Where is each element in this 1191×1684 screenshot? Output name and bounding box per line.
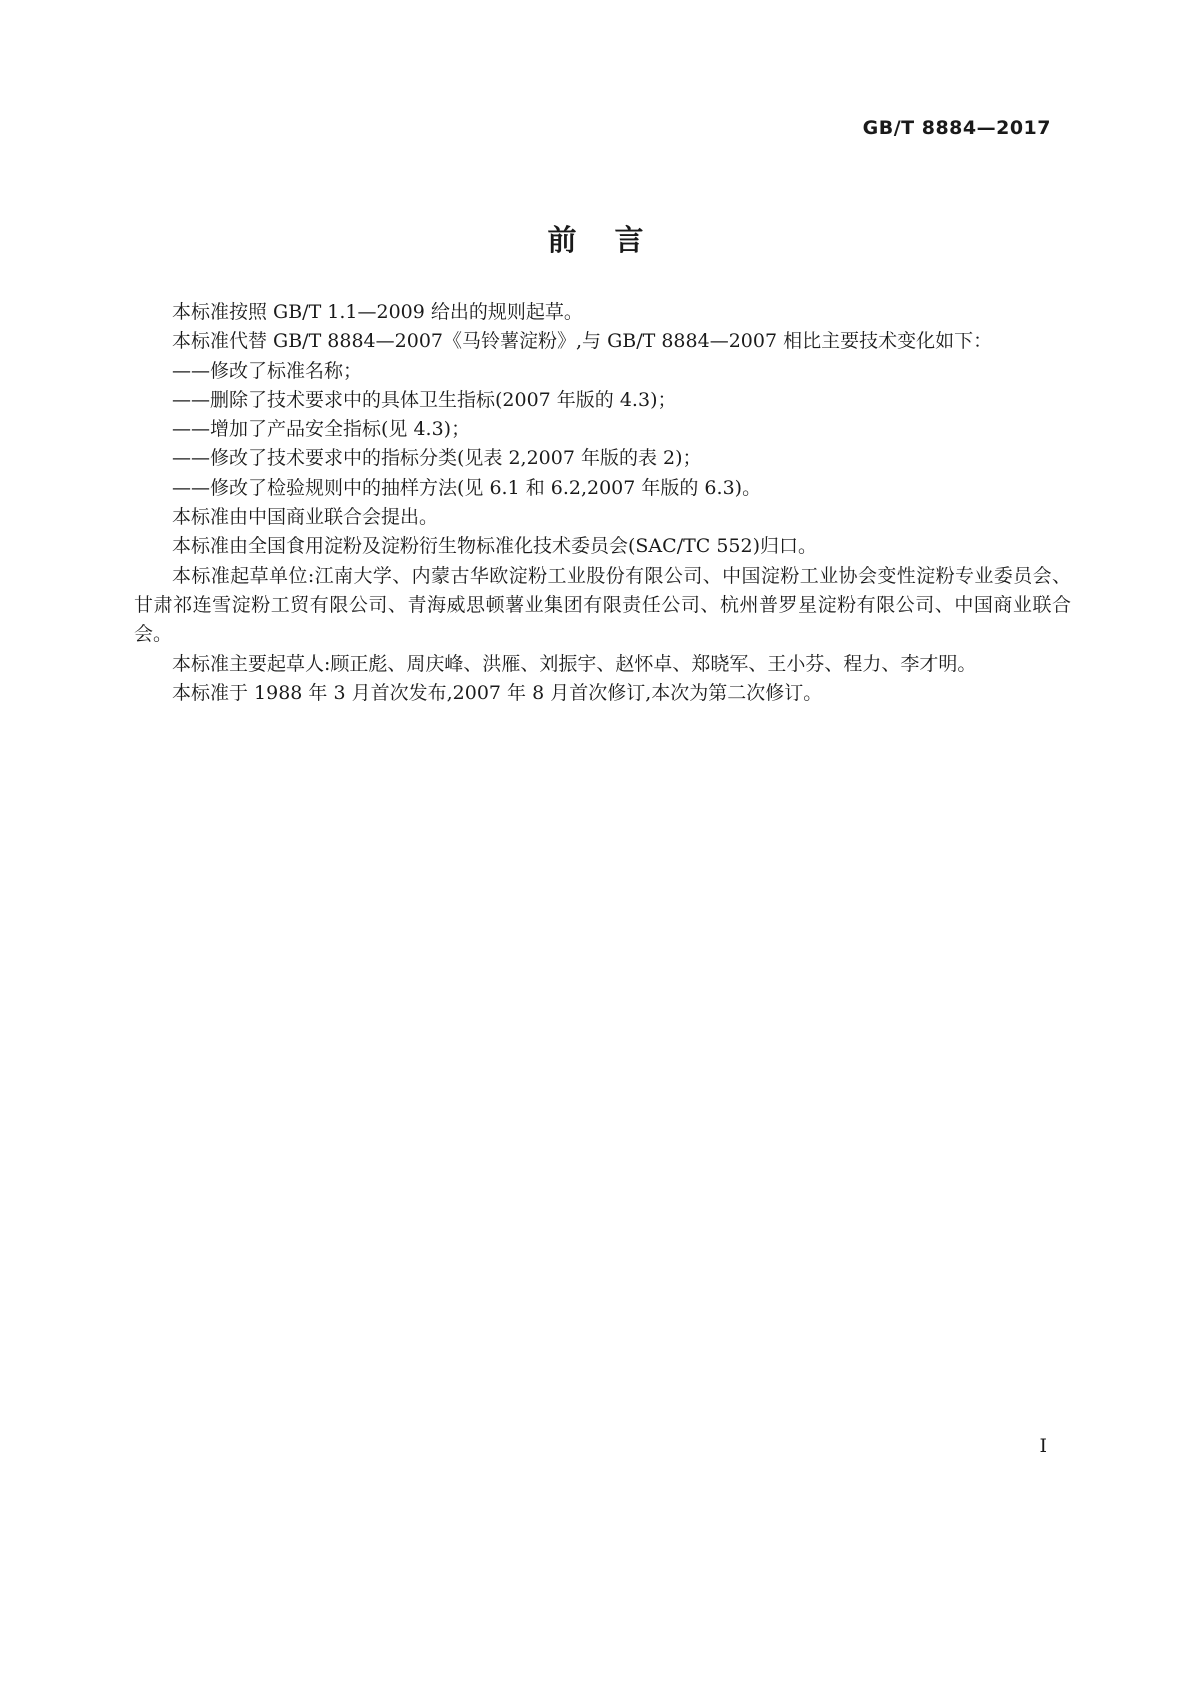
paragraph-proposer: 本标准由中国商业联合会提出。 xyxy=(172,506,439,529)
foreword-body xyxy=(134,298,1071,708)
page-number: I xyxy=(1039,1435,1047,1457)
paragraph-drafting-rules: 本标准按照 GB/T 1.1—2009 给出的规则起草。 xyxy=(172,301,583,323)
paragraph-replacement: 本标准代替 GB/T 8884—2007《马铃薯淀粉》,与 GB/T 8884—2007 相比主要技术变化如下： xyxy=(172,330,993,353)
paragraph-history: 本标准于 1988 年 3 月首次发布,2007 年 8 月首次修订,本次为第二次修订。 xyxy=(172,681,823,704)
change-item: ——修改了标准名称； xyxy=(172,359,363,382)
paragraph-administrator: 本标准由全国食用淀粉及淀粉衍生物标准化技术委员会(SAC/TC 552)归口。 xyxy=(172,535,818,558)
change-item: ——修改了检验规则中的抽样方法(见 6.1 和 6.2,2007 年版的 6.3)。 xyxy=(172,476,762,499)
paragraph-drafters: 本标准主要起草人:顾正彪、周庆峰、洪雁、刘振宇、赵怀卓、郑晓军、王小芬、程力、李才明。 xyxy=(172,652,977,675)
standard-number: GB/T 8884—2017 xyxy=(862,117,1051,139)
change-item: ——增加了产品安全指标(见 4.3)； xyxy=(172,418,471,441)
change-item: ——删除了技术要求中的具体卫生指标(2007 年版的 4.3)； xyxy=(172,388,677,411)
paragraph-drafting-units: 本标准起草单位:江南大学、内蒙古华欧淀粉工业股份有限公司、中国淀粉工业协会变性淀粉专业委员会、甘肃祁连雪淀粉工贸有限公司、青海威思顿薯业集团有限责任公司、杭州普罗星淀粉有限公司、中国商业联合会。 xyxy=(134,564,1071,646)
change-item: ——修改了技术要求中的指标分类(见表 2,2007 年版的表 2)； xyxy=(172,447,702,470)
page-title: 前言 xyxy=(547,223,682,257)
